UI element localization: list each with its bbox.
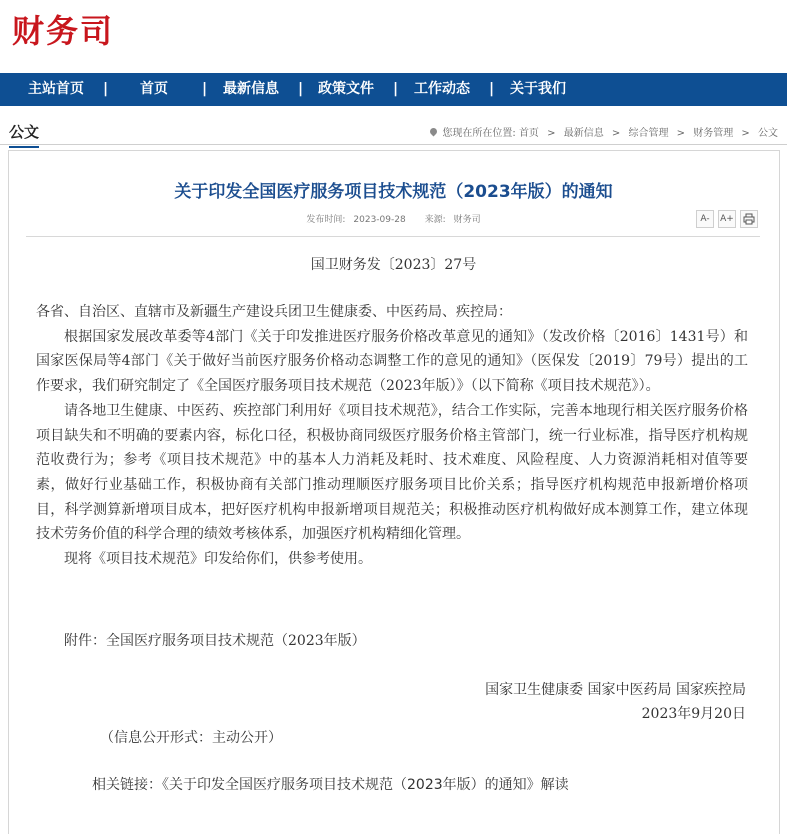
nav-item-about[interactable]: 关于我们 [510,81,566,97]
breadcrumb-item-latest[interactable]: 最新信息 [563,128,604,139]
breadcrumb-separator: > [611,128,621,139]
salutation: 各省、自治区、直辖市及新疆生产建设兵团卫生健康委、中医药局、疾控局： [36,304,512,320]
breadcrumb-prefix: 您现在所在位置: [442,128,516,139]
print-icon [743,213,755,225]
nav-item-home[interactable]: 首页 [140,81,168,97]
section-title: 公文 [9,121,39,148]
font-larger-icon: A+ [720,214,734,224]
site-logo[interactable]: 财务司 [12,12,115,50]
body-paragraph: 请各地卫生健康、中医药、疾控部门利用好《项目技术规范》，结合工作实际，完善本地现行相关医疗服务价格项目缺失和不明确的要素内容，标化口径，积极协商同级医疗服务价格主管部门，统一行业标准，指导医疗机构规范收费行为；参考《项目技术规范》中的基本人力消耗及耗时、技术难度、风险程度、人力资源消耗相对值等要素，做好行业基础工作，积极协商有关部门推动理顺医疗服务项目比价关系；指导医疗机构规范申报新增价格项目，科学测算新增项目成本，把好医疗机构申报新增项目规范关；积极推动医疗机构做好成本测算工作，建立体现技术劳务价值的科学合理的绩效考核体系，加强医疗机构精细化管理。 [36,402,748,543]
attachment[interactable]: 附件：全国医疗服务项目技术规范（2023年版） [64,633,366,649]
breadcrumb-item-home[interactable]: 首页 [518,128,539,139]
signatories: 国家卫生健康委 国家中医药局 国家疾控局 [485,682,746,698]
nav-item-policy[interactable]: 政策文件 [318,81,374,97]
related-link[interactable]: 《关于印发全国医疗服务项目技术规范（2023年版）的通知》解读 [162,777,569,793]
nav-separator: | [393,81,399,97]
nav-item-latest[interactable]: 最新信息 [223,81,279,97]
sign-date: 2023年9月20日 [641,706,746,722]
nav-separator: | [103,81,109,97]
related-links [92,774,569,794]
nav-item-work[interactable]: 工作动态 [414,81,470,97]
nav-separator: | [298,81,304,97]
publish-label: 发布时间: [306,215,346,225]
document-number: 国卫财务发〔2023〕27号 [310,257,477,273]
breadcrumb-separator: > [547,128,556,139]
source-label: 来源: [424,215,446,225]
related-label: 相关链接： [92,777,162,793]
breadcrumb-separator: > [741,128,750,139]
breadcrumb-item-general[interactable]: 综合管理 [628,128,669,139]
divider [26,236,760,237]
nav-separator: | [489,81,495,97]
font-larger-button[interactable] [718,210,736,228]
breadcrumb-item-finance[interactable]: 财务管理 [693,128,734,139]
nav-item-main-home[interactable]: 主站首页 [28,81,84,97]
main-nav [0,73,787,106]
disclosure-type: （信息公开形式：主动公开） [100,730,282,746]
article-title: 关于印发全国医疗服务项目技术规范（2023年版）的通知 [174,182,613,202]
body-paragraph: 根据国家发展改革委等4部门《关于印发推进医疗服务价格改革意见的通知》（发改价格〔2016〕1431号）和国家医保局等4部门《关于做好当前医疗服务价格动态调整工作的意见的通知》（医保发〔2019〕79号）提出的工作要求，我们研究制定了《全国医疗服务项目技术规范（2023年版）》（以下简称《项目技术规范》）。 [36,328,748,395]
source-value: 财务司 [453,215,481,225]
font-smaller-button[interactable] [696,210,714,228]
breadcrumb-separator: > [676,128,686,139]
publish-date: 2023-09-28 [353,215,406,225]
article-meta [0,212,787,225]
article-body [36,300,748,572]
breadcrumb [430,124,778,139]
location-pin-icon [429,127,439,137]
font-smaller-icon: A- [700,214,710,224]
breadcrumb-item-current: 公文 [758,128,778,139]
print-button[interactable] [740,210,758,228]
body-paragraph: 现将《项目技术规范》印发给你们，供参考使用。 [64,551,372,568]
nav-separator: | [202,81,208,97]
